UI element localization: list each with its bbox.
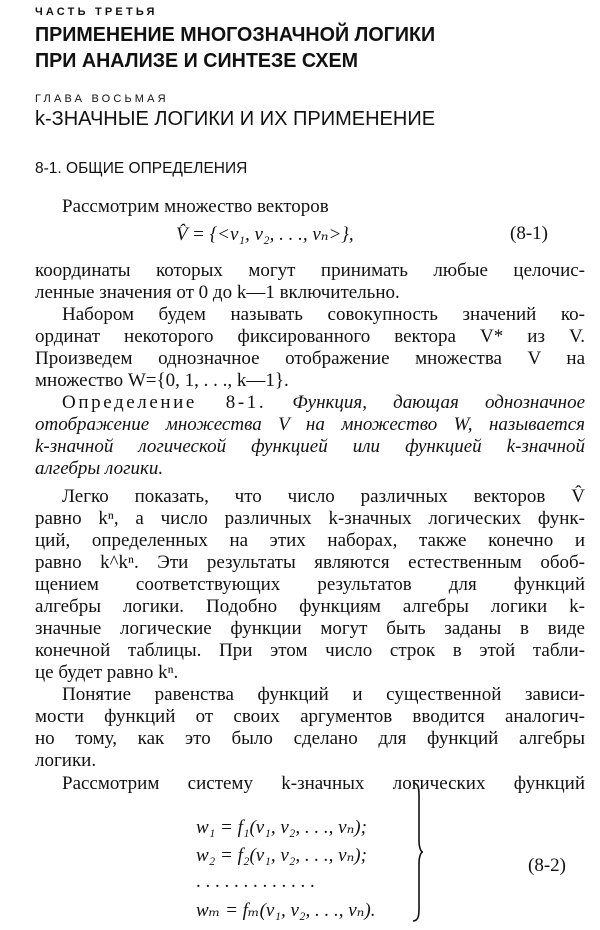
text-line: ций, определенных на этих наборах, также конечно и xyxy=(35,530,585,551)
text-line: конечной таблицы. При этом число строк в этой табли- xyxy=(35,640,585,661)
text-line: но тому, как это было сделано для функций алгебры xyxy=(35,728,585,749)
text-line: ординат некоторого фиксированного вектора V* из V. xyxy=(35,326,585,347)
paragraph xyxy=(35,260,585,304)
equation-system-line: w₁ = f₁(v₁, v₂, . . ., vₙ); xyxy=(196,817,367,838)
equation-system-line: wₘ = fₘ(v₁, v₂, . . ., vₙ). xyxy=(196,900,376,921)
equation-system-line: . . . . . . . . . . . . . xyxy=(196,871,315,892)
right-brace xyxy=(412,782,424,922)
text-line xyxy=(35,392,585,414)
section-title: 8-1. ОБЩИЕ ОПРЕДЕЛЕНИЯ xyxy=(35,160,248,177)
text-line: множество W={0, 1, . . ., k—1}. xyxy=(35,370,289,391)
equation-number: (8-2) xyxy=(528,855,566,876)
text-line: логики. xyxy=(35,750,97,771)
text-line: координаты которых могут принимать любые целочис- xyxy=(35,260,585,281)
text-line: k-значной логической функцией или функцией k-значной xyxy=(35,436,585,457)
text-line: це будет равно kⁿ. xyxy=(35,662,179,683)
paragraph xyxy=(35,486,585,684)
part-label: ЧАСТЬ ТРЕТЬЯ xyxy=(35,6,158,18)
text-line: Произведем однозначное отображение множества V на xyxy=(35,348,585,369)
part-title-line: ПРИМЕНЕНИЕ МНОГОЗНАЧНОЙ ЛОГИКИ xyxy=(35,23,436,46)
definition-label: Определение 8-1. xyxy=(62,392,267,413)
paragraph xyxy=(35,304,585,392)
text-line: Понятие равенства функций и существенной зависи- xyxy=(62,684,585,705)
text-line: Набором будем называть совокупность значений ко- xyxy=(62,304,585,325)
equation-number: (8-1) xyxy=(510,223,548,244)
text-line: равно k^kⁿ. Эти результаты являются естественным обоб- xyxy=(35,552,585,573)
definition-text: Функция, дающая однозначное xyxy=(292,392,586,413)
text-line: щением соответствующих результатов для функций xyxy=(35,574,585,595)
equation-8-1: V̂ = {<v₁, v₂, . . ., vₙ>}, xyxy=(176,224,354,245)
text-line: Рассмотрим систему k-значных логических функций xyxy=(62,773,585,794)
paragraph xyxy=(35,773,585,795)
text-line: Легко показать, что число различных векторов V̂ xyxy=(62,486,585,507)
definition xyxy=(35,392,585,480)
right-brace-path xyxy=(413,783,423,921)
text-line: алгебры логики. xyxy=(35,458,164,479)
intro-line: Рассмотрим множество векторов xyxy=(62,196,329,217)
chapter-title: k-ЗНАЧНЫЕ ЛОГИКИ И ИХ ПРИМЕНЕНИЕ xyxy=(35,108,436,130)
part-title xyxy=(35,22,553,74)
text-line: мости функций от своих аргументов вводится аналогич- xyxy=(35,706,585,727)
chapter-label: ГЛАВА ВОСЬМАЯ xyxy=(35,93,169,105)
text-line: ленные значения от 0 до k—1 включительно. xyxy=(35,282,400,303)
paragraph xyxy=(35,684,585,772)
part-title-line: ПРИ АНАЛИЗЕ И СИНТЕЗЕ СХЕМ xyxy=(35,49,359,72)
text-line: значные логические функции могут быть заданы в виде xyxy=(35,618,585,639)
text-line: алгебры логики. Подобно функциям алгебры логики k- xyxy=(35,596,585,617)
equation-system-line: w₂ = f₂(v₁, v₂, . . ., vₙ); xyxy=(196,845,367,866)
text-line: равно kⁿ, а число различных k-значных логических функ- xyxy=(35,508,585,529)
text-line: отображение множества V на множество W, называется xyxy=(35,414,585,435)
